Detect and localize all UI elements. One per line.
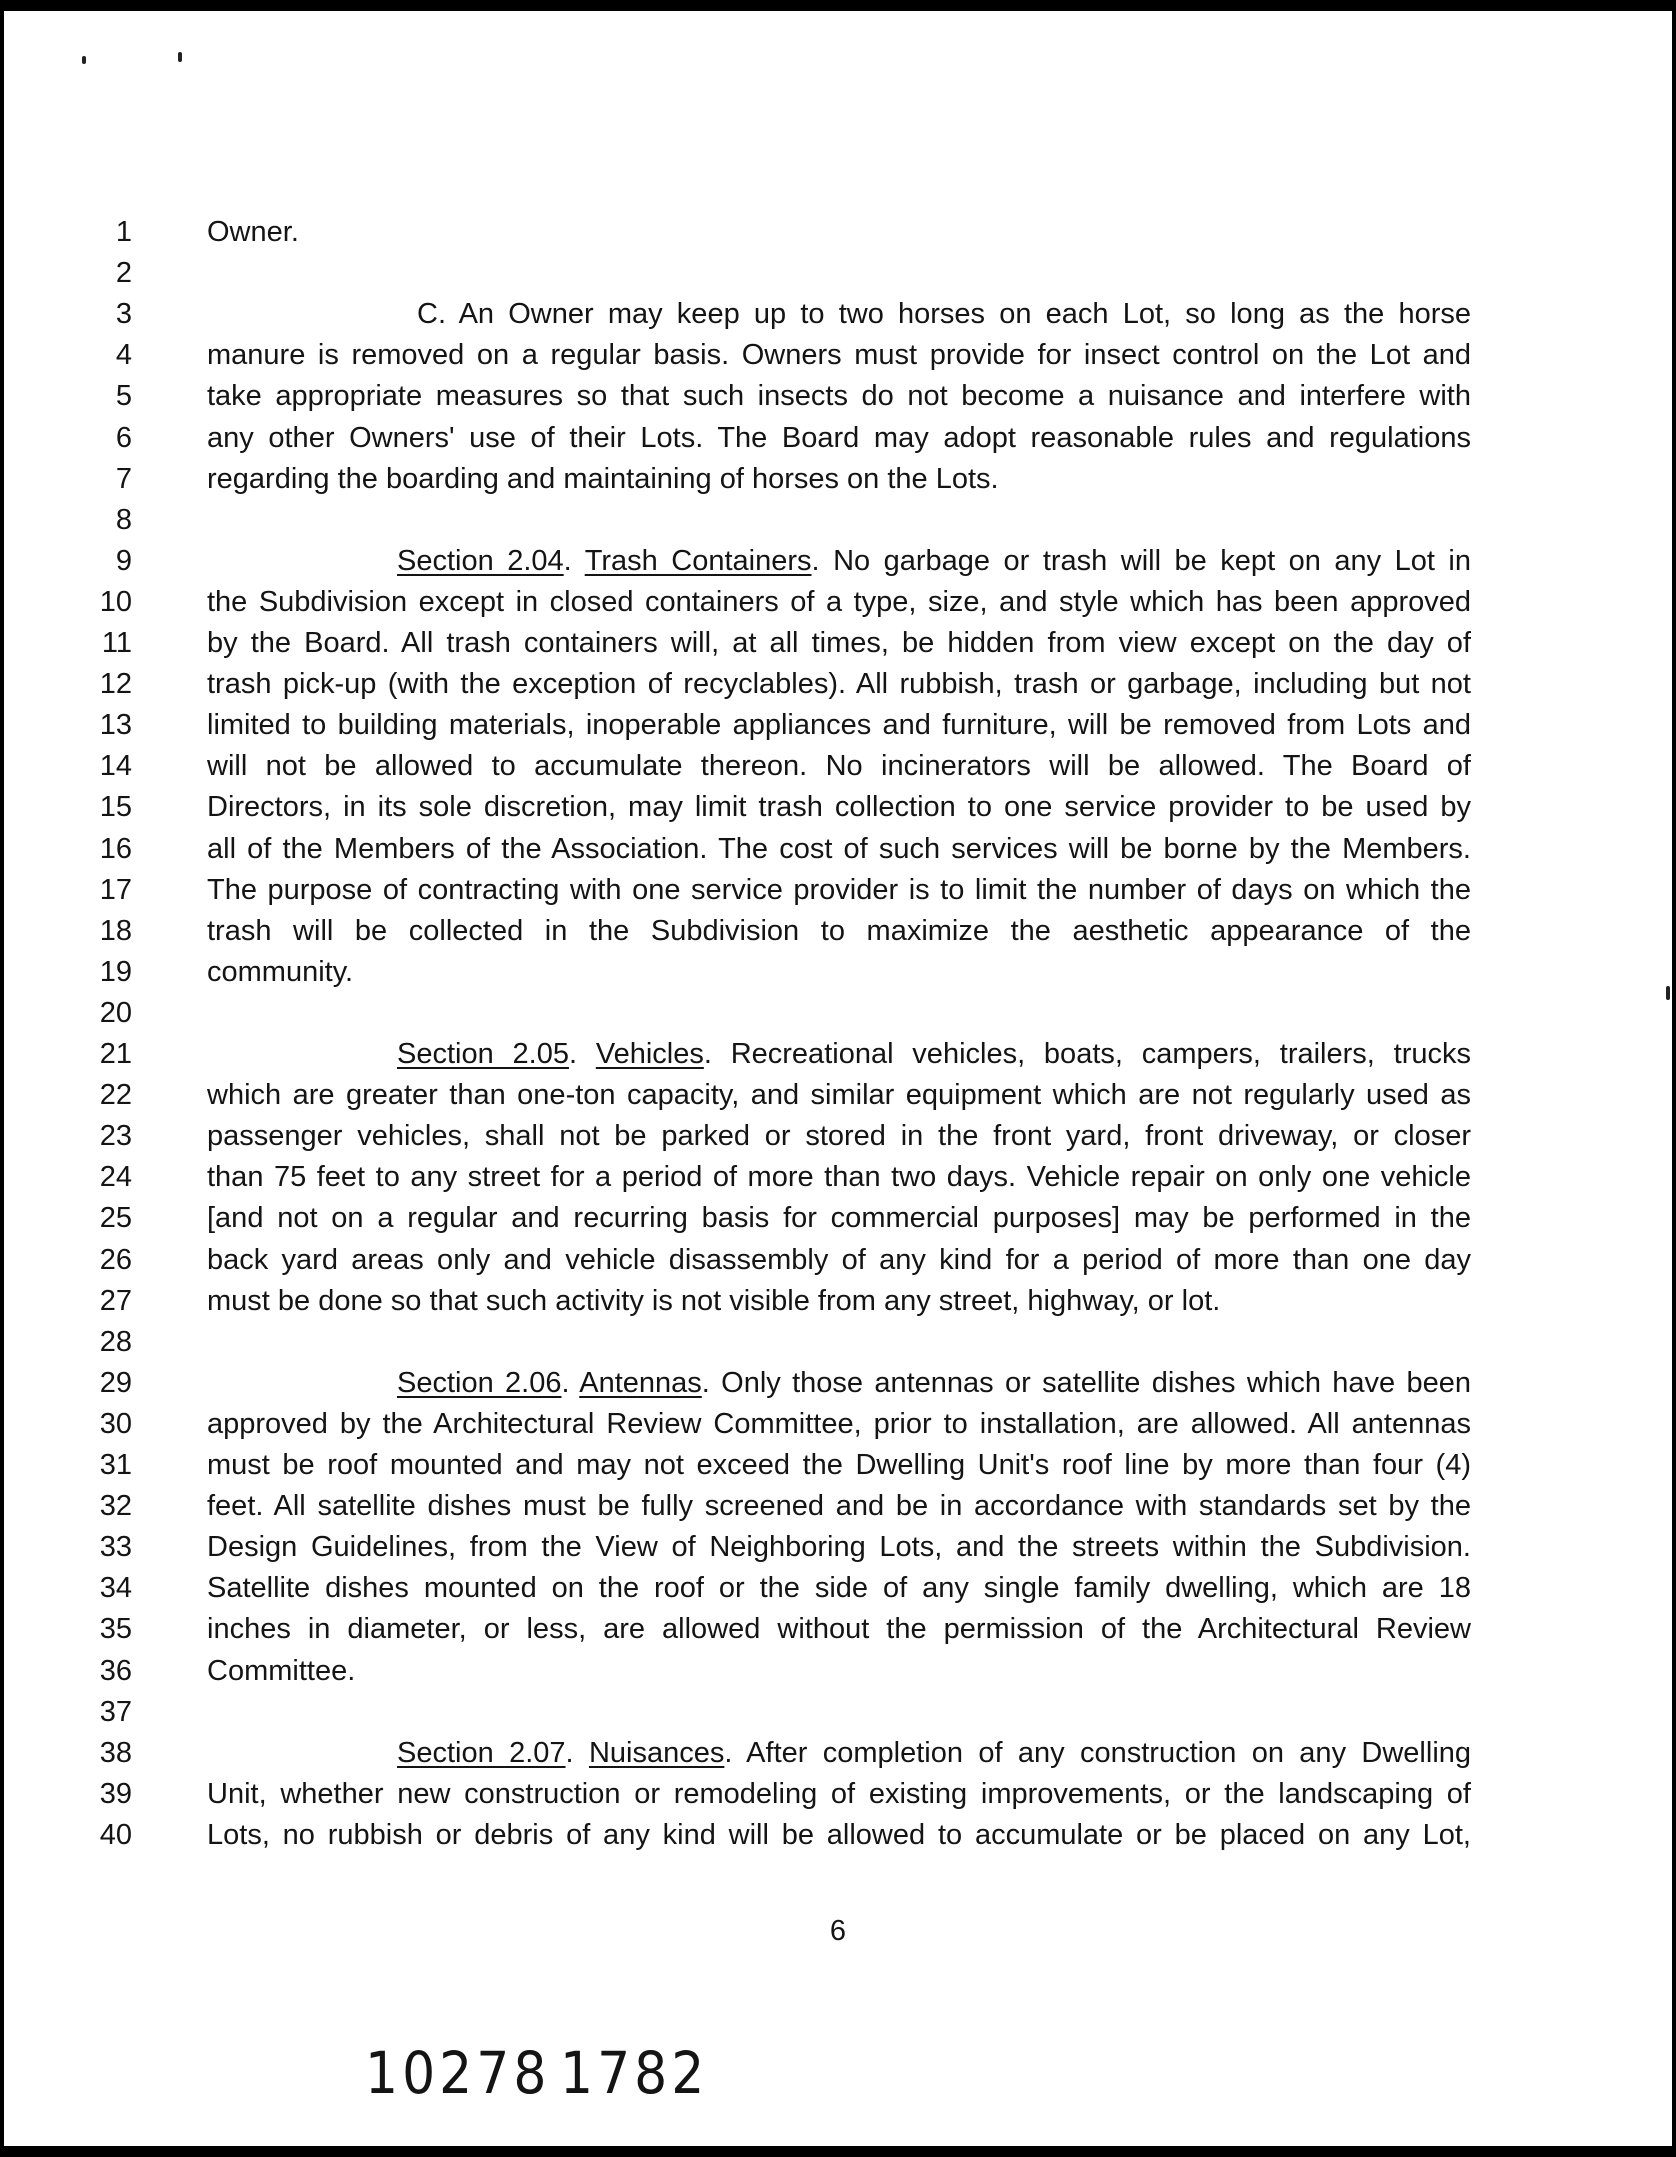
line-number: 33 (99, 1531, 132, 1564)
document-line (0, 1733, 1676, 1774)
document-line (0, 1157, 1676, 1198)
line-number: 32 (99, 1490, 132, 1523)
line-text: limited to building materials, inoperable appliances and furniture, will be removed from Lots and (207, 709, 1471, 742)
line-number: 13 (99, 709, 132, 742)
line-number: 30 (99, 1407, 132, 1440)
document-line (0, 911, 1676, 952)
document-line (0, 664, 1676, 705)
section-number: Section 2.06 (397, 1366, 562, 1399)
document-line (0, 1075, 1676, 1116)
line-text: feet. All satellite dishes must be fully screened and be in accordance with standards set by the (207, 1490, 1471, 1523)
line-number: 7 (115, 462, 132, 495)
section-heading: Nuisances (588, 1736, 725, 1769)
line-number: 27 (99, 1284, 132, 1317)
document-line (0, 1445, 1676, 1486)
document-line (0, 870, 1676, 911)
document-line (0, 1527, 1676, 1568)
section-heading: Vehicles (595, 1038, 704, 1070)
line-number: 11 (101, 627, 132, 659)
document-line (0, 705, 1676, 746)
line-text: Lots, no rubbish or debris of any kind will be allowed to accumulate or be placed on any Lot, (207, 1818, 1471, 1851)
line-number: 9 (115, 544, 132, 577)
document-line (0, 459, 1676, 500)
line-number: 31 (99, 1449, 132, 1481)
document-line (0, 746, 1676, 787)
line-text: the Subdivision except in closed containers of a type, size, and style which has been approved (207, 585, 1471, 618)
line-text: approved by the Architectural Review Committee, prior to installation, are allowed. All antennas (207, 1407, 1471, 1440)
line-number: 26 (99, 1243, 132, 1276)
document-line (0, 1692, 1676, 1733)
document-line (0, 952, 1676, 993)
line-text: trash pick-up (with the exception of recyclables). All rubbish, trash or garbage, including but not (207, 668, 1471, 701)
line-number: 4 (115, 339, 132, 372)
line-number: 40 (99, 1818, 132, 1851)
document-line (0, 1815, 1676, 1856)
line-text (207, 500, 1471, 541)
line-text: than 75 feet to any street for a period of more than two days. Vehicle repair on only one vehicle (207, 1161, 1471, 1194)
document-line (0, 1404, 1676, 1445)
section-text: Recreational vehicles, boats, campers, trailers, trucks (730, 1038, 1471, 1070)
line-text: Section 2.07. Nuisances. After completion of any construction on any Dwelling (397, 1736, 1471, 1769)
document-line (0, 623, 1676, 664)
document-line (0, 1486, 1676, 1527)
document-line (0, 335, 1676, 376)
line-number: 16 (99, 832, 132, 865)
recording-stamp-volume: 10278 (365, 2040, 551, 2108)
section-heading: Trash Containers (584, 544, 812, 577)
line-text: inches in diameter, or less, are allowed without the permission of the Architectural Review (207, 1613, 1471, 1646)
line-text: trash will be collected in the Subdivision to maximize the aesthetic appearance of the (207, 914, 1471, 947)
line-number: 38 (99, 1736, 132, 1769)
document-line (0, 582, 1676, 623)
line-number: 3 (115, 298, 132, 331)
document-line (0, 212, 1676, 253)
line-text (207, 1692, 1471, 1733)
line-text: Owner. (207, 216, 299, 248)
line-text: must be done so that such activity is not visible from any street, highway, or lot. (207, 1284, 1221, 1317)
line-text: Unit, whether new construction or remodeling of existing improvements, or the landscaping of (207, 1777, 1471, 1810)
document-line (0, 1774, 1676, 1815)
line-number: 12 (99, 668, 132, 701)
document-line (0, 1240, 1676, 1281)
line-text: Section 2.05. Vehicles. Recreational vehicles, boats, campers, trailers, trucks (397, 1038, 1471, 1070)
line-number: 22 (99, 1079, 132, 1112)
document-line (0, 418, 1676, 459)
line-text: all of the Members of the Association. The cost of such services will be borne by the Members. (207, 832, 1471, 865)
document-line (0, 500, 1676, 541)
line-text (207, 993, 1471, 1034)
section-heading: Antennas (579, 1366, 702, 1399)
document-line (0, 541, 1676, 582)
line-text: [and not on a regular and recurring basis for commercial purposes] may be performed in the (207, 1202, 1471, 1235)
section-text: Only those antennas or satellite dishes which have been (721, 1366, 1471, 1399)
line-text: community. (207, 955, 354, 988)
section-number: Section 2.04 (397, 544, 564, 577)
line-number: 23 (99, 1120, 132, 1153)
line-number: 28 (99, 1325, 132, 1358)
line-text: back yard areas only and vehicle disassembly of any kind for a period of more than one day (207, 1243, 1471, 1276)
document-line (0, 1568, 1676, 1609)
line-text: take appropriate measures so that such insects do not become a nuisance and interfere with (207, 380, 1471, 413)
recording-stamp-page: 1782 (560, 2040, 709, 2108)
document-line (0, 1609, 1676, 1650)
document-line (0, 1034, 1676, 1075)
section-number: Section 2.05 (397, 1038, 569, 1070)
line-number: 18 (99, 914, 132, 947)
document-line (0, 1651, 1676, 1692)
section-number: Section 2.07 (397, 1736, 566, 1769)
document-line (0, 993, 1676, 1034)
line-number: 24 (99, 1161, 132, 1194)
line-number: 2 (115, 257, 132, 290)
line-text: The purpose of contracting with one service provider is to limit the number of days on which the (207, 873, 1471, 906)
line-text: any other Owners' use of their Lots. The Board may adopt reasonable rules and regulations (207, 421, 1471, 454)
line-number: 17 (99, 873, 132, 906)
line-text: Satellite dishes mounted on the roof or the side of any single family dwelling, which are 18 (207, 1572, 1471, 1605)
line-text: C. An Owner may keep up to two horses on each Lot, so long as the horse (417, 298, 1471, 331)
line-number: 39 (99, 1777, 132, 1810)
line-text: which are greater than one-ton capacity, and similar equipment which are not regularly used as (207, 1079, 1471, 1112)
line-number: 29 (99, 1366, 132, 1399)
line-number: 36 (99, 1654, 132, 1687)
section-text: No garbage or trash will be kept on any Lot in (833, 544, 1471, 577)
document-line (0, 1363, 1676, 1404)
document-line (0, 787, 1676, 828)
line-number: 8 (115, 503, 132, 536)
document-line (0, 1116, 1676, 1157)
line-number: 25 (99, 1202, 132, 1235)
document-line (0, 1198, 1676, 1239)
line-text: Section 2.04. Trash Containers. No garbage or trash will be kept on any Lot in (397, 544, 1471, 577)
line-text: regarding the boarding and maintaining of horses on the Lots. (207, 462, 999, 495)
document-line (0, 1322, 1676, 1363)
line-text: passenger vehicles, shall not be parked or stored in the front yard, front driveway, or closer (207, 1120, 1471, 1153)
line-text: manure is removed on a regular basis. Owners must provide for insect control on the Lot and (207, 339, 1471, 372)
line-text: must be roof mounted and may not exceed the Dwelling Unit's roof line by more than four (4) (207, 1449, 1471, 1481)
line-number: 20 (99, 996, 132, 1029)
line-number: 1 (115, 216, 132, 248)
line-number: 10 (99, 585, 132, 618)
line-number: 37 (99, 1695, 132, 1728)
line-number: 21 (99, 1038, 132, 1070)
page-number: 6 (829, 1915, 847, 1947)
line-number: 34 (99, 1572, 132, 1605)
section-text: After completion of any construction on any Dwelling (746, 1736, 1471, 1769)
line-text: Committee. (207, 1654, 356, 1687)
document-line (0, 294, 1676, 335)
line-number: 35 (99, 1613, 132, 1646)
line-text (207, 253, 1471, 294)
document-line (0, 253, 1676, 294)
line-number: 15 (99, 791, 132, 824)
line-text: by the Board. All trash containers will, at all times, be hidden from view except on the day of (207, 627, 1471, 659)
line-number: 19 (99, 955, 132, 988)
line-number: 5 (115, 380, 132, 413)
line-text (207, 1322, 1471, 1363)
line-text: Directors, in its sole discretion, may limit trash collection to one service provider to be used by (207, 791, 1471, 824)
line-text: will not be allowed to accumulate thereon. No incinerators will be allowed. The Board of (207, 750, 1471, 783)
document-line (0, 376, 1676, 417)
line-number: 6 (115, 421, 132, 454)
document-line (0, 1281, 1676, 1322)
line-text: Section 2.06. Antennas. Only those antennas or satellite dishes which have been (397, 1366, 1471, 1399)
line-text: Design Guidelines, from the View of Neighboring Lots, and the streets within the Subdivision. (207, 1531, 1471, 1564)
line-number: 14 (99, 750, 132, 783)
document-line (0, 829, 1676, 870)
